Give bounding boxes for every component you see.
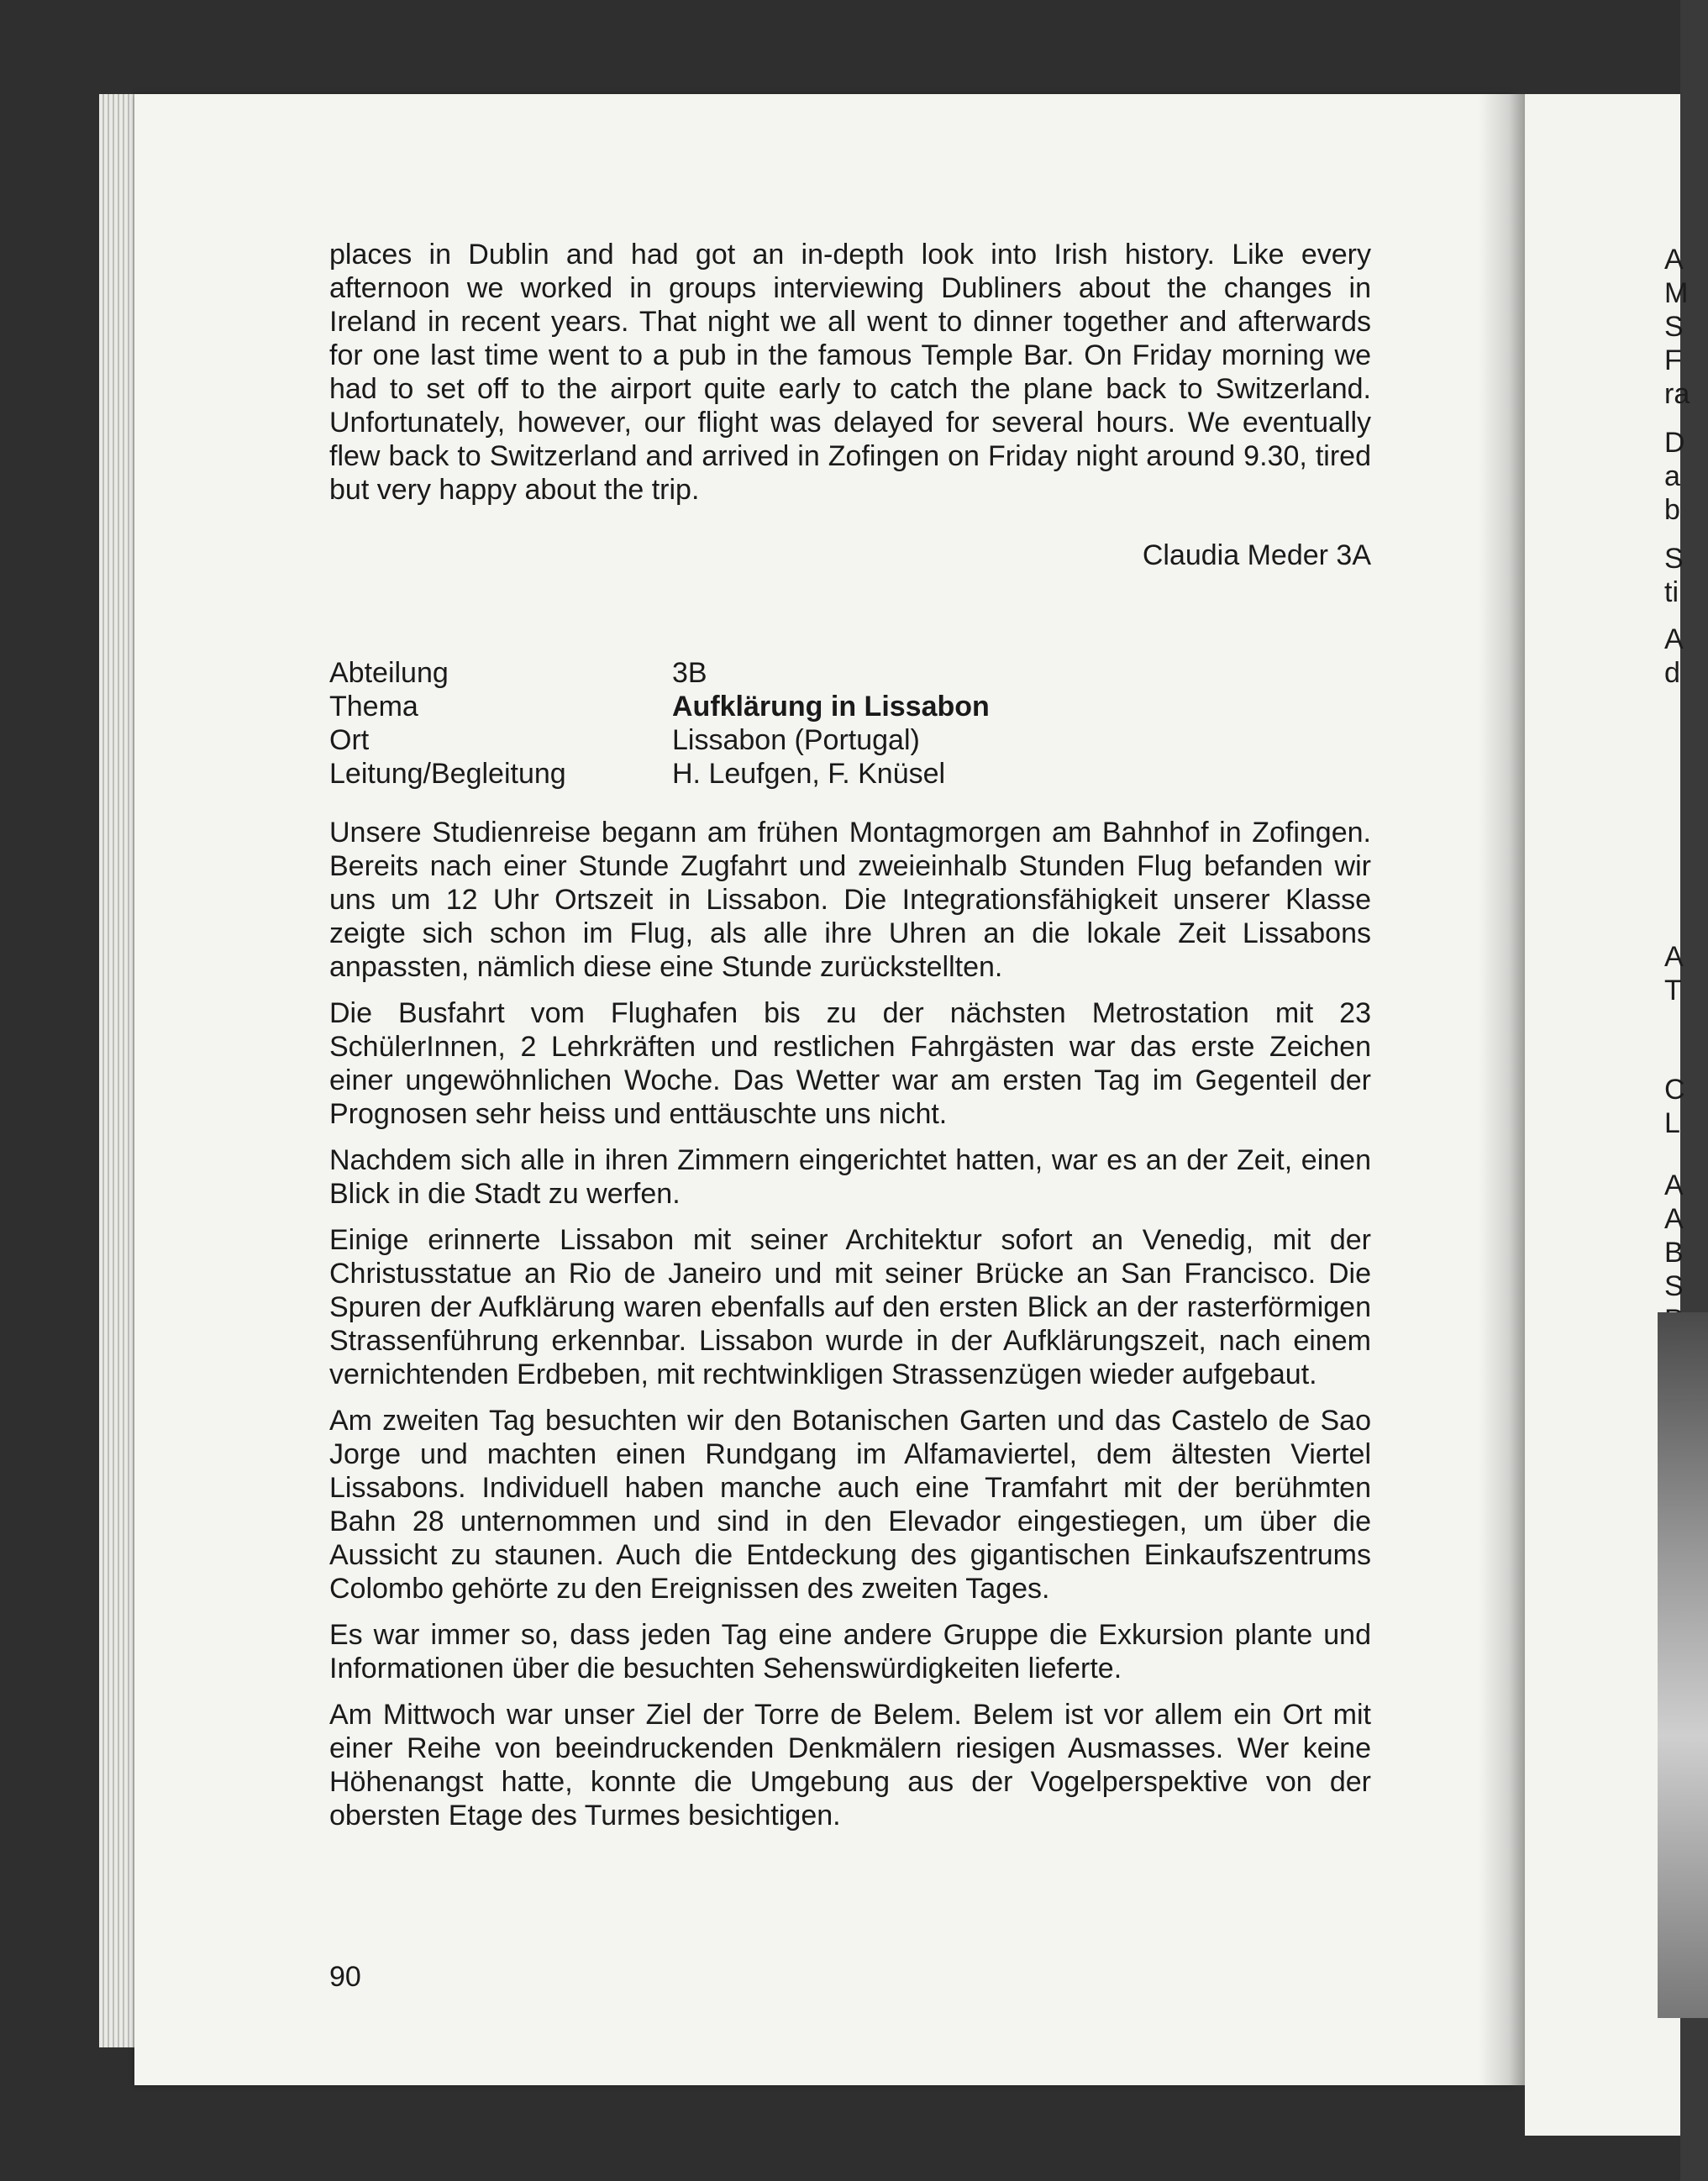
fragment-letter: B xyxy=(1664,1237,1684,1269)
page-number: 90 xyxy=(329,1961,361,1993)
fragment-letter: D xyxy=(1664,427,1685,459)
meta-label-abteilung: Abteilung xyxy=(329,657,449,689)
fragment-letter: S xyxy=(1664,543,1684,575)
fragment-letter: A xyxy=(1664,941,1684,973)
meta-value-ort: Lissabon (Portugal) xyxy=(672,724,920,756)
body-paragraph: Nachdem sich alle in ihren Zimmern eingerichtet hatten, war es an der Zeit, einen Blick in die Stadt zu werfen. xyxy=(329,1144,1371,1210)
fragment-letter: M xyxy=(1664,277,1689,309)
fragment-letter: A xyxy=(1664,1203,1684,1235)
fragment-letter: S xyxy=(1664,311,1684,343)
meta-label-ort: Ort xyxy=(329,724,370,756)
fragment-letter: a xyxy=(1664,460,1680,492)
fragment-letter: S xyxy=(1664,1270,1684,1302)
book-gutter xyxy=(1479,94,1529,2085)
body-paragraph: Es war immer so, dass jeden Tag eine andere Gruppe die Exkursion plante und Informationen über die besuchten Sehenswürdigkeiten lieferte. xyxy=(329,1619,1371,1684)
fragment-letter: L xyxy=(1664,1107,1680,1139)
fragment-letter: T xyxy=(1664,975,1682,1006)
meta-value-leitung: H. Leufgen, F. Knüsel xyxy=(672,758,946,790)
fragment-letter: A xyxy=(1664,623,1684,655)
excursion-info-table xyxy=(329,656,1371,791)
body-paragraph: Am Mittwoch war unser Ziel der Torre de Belem. Belem ist vor allem ein Ort mit einer Reihe von beeindruckenden Denkmälern riesigen Ausmasses. Wer keine Höhenangst hatte, konnte die Umgebung aus der Vogelperspektive von der obersten Etage des Turmes besichtigen. xyxy=(329,1699,1371,1832)
right-page-photo xyxy=(1658,1312,1708,2018)
fragment-letter: A xyxy=(1664,244,1684,276)
body-paragraph: Die Busfahrt vom Flughafen bis zu der nächsten Metrostation mit 23 SchülerInnen, 2 Lehrkräften und restlichen Fahrgästen war das erste Zeichen einer ungewöhnlichen Woche. Das Wetter war am ersten Tag im Gegenteil der Prognosen sehr heiss und enttäuschte uns nicht. xyxy=(329,997,1371,1130)
fragment-letter: ra xyxy=(1664,378,1690,410)
meta-label-thema: Thema xyxy=(329,691,418,723)
fragment-letter: ti xyxy=(1664,576,1679,608)
intro-paragraph: places in Dublin and had got an in-depth look into Irish history. Like every afternoon we worked in groups interviewing Dubliners about the changes in Ireland in recent years. That night we all went to dinner together and afterwards for one last time went to a pub in the famous Temple Bar. On Friday morning we had to set off to the airport quite early to catch the plane back to Switzerland. Unfortunately, however, our flight was delayed for several hours. We eventually flew back to Switzerland and arrived in Zofingen on Friday night around 9.30, tired but very happy about the trip. xyxy=(329,239,1371,506)
fragment-letter: A xyxy=(1664,1169,1684,1201)
body-paragraph: Am zweiten Tag besuchten wir den Botanischen Garten und das Castelo de Sao Jorge und machten einen Rundgang im Alfamaviertel, dem ältesten Viertel Lissabons. Individuell haben manche auch eine Tramfahrt mit der berühmten Bahn 28 unternommen und sind in den Elevador eingestiegen, um über die Aussicht zu staunen. Auch die Entdeckung des gigantischen Einkaufszentrums Colombo gehörte zu den Ereignissen des zweiten Tages. xyxy=(329,1405,1371,1605)
meta-value-abteilung: 3B xyxy=(672,657,707,689)
page-content xyxy=(329,238,1371,1845)
author-signature: Claudia Meder 3A xyxy=(1142,539,1371,571)
right-page-fragment xyxy=(1525,94,1690,2136)
body-paragraph: Einige erinnerte Lissabon mit seiner Architektur sofort an Venedig, mit der Christusstatue an Rio de Janeiro und mit seiner Brücke an San Francisco. Die Spuren der Aufklärung waren ebenfalls auf den ersten Blick an der rasterförmigen Strassenführung erkennbar. Lissabon wurde in der Aufklärungszeit, nach einem vernichtenden Erdbeben, mit rechtwinkligen Strassenzügen wieder aufgebaut. xyxy=(329,1224,1371,1390)
fragment-letter: d xyxy=(1664,657,1680,689)
meta-label-leitung: Leitung/Begleitung xyxy=(329,758,566,790)
fragment-letter: b xyxy=(1664,494,1680,526)
body-paragraph: Unsere Studienreise begann am frühen Montagmorgen am Bahnhof in Zofingen. Bereits nach einer Stunde Zugfahrt und zweieinhalb Stunden Flug befanden wir uns um 12 Uhr Ortszeit in Lissabon. Die Integrationsfähigkeit unserer Klasse zeigte sich schon im Flug, als alle ihre Uhren an die lokale Zeit Lissabons anpassten, nämlich diese eine Stunde zurückstellten. xyxy=(329,817,1371,983)
meta-value-thema: Aufklärung in Lissabon xyxy=(672,691,990,723)
fragment-letter: F xyxy=(1664,344,1682,376)
fragment-letter: C xyxy=(1664,1074,1685,1106)
